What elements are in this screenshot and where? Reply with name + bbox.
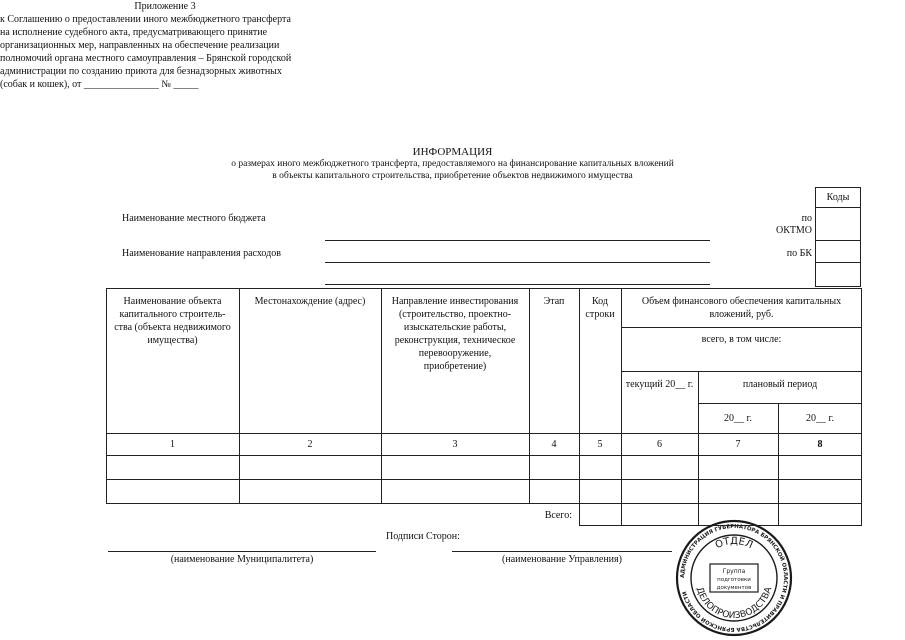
expense-direction-label: Наименование направления расходов: [122, 248, 281, 259]
stamp-center-line: подготовки: [717, 577, 751, 583]
column-number: 5: [597, 439, 603, 450]
budget-name-field: [325, 240, 710, 241]
header-stage: Этап: [543, 296, 565, 307]
expense-direction-field: [325, 262, 710, 263]
signature-label-department: (наименование Управления): [502, 554, 622, 565]
stamp-ring-text: АДМИНИСТРАЦИЯ ГУБЕРНАТОРА БРЯНСКОЙ ОБЛАСТИ И ПРАВИТЕЛЬСТВА БРЯНСКОЙ ОБЛАСТИ: [679, 523, 789, 633]
header-location: Местонахождение (адрес): [254, 296, 366, 307]
column-line: [579, 288, 580, 526]
stamp-top-text: ОТДЕЛ: [713, 535, 755, 552]
header-planning-period: плановый период: [742, 379, 818, 390]
header-line: [621, 327, 862, 328]
codes-divider: [815, 207, 861, 208]
header-object-name: Наименование объекта капитального строитель- ства (объекта недвижимого имущества): [114, 296, 231, 346]
budget-name-label: Наименование местного бюджета: [122, 213, 266, 224]
row-line: [106, 479, 862, 480]
column-number: 1: [170, 439, 175, 450]
header-line: [698, 403, 862, 404]
office-stamp: [674, 518, 794, 638]
appendix-header: [0, 0, 330, 91]
codes-header: Коды: [826, 192, 850, 203]
row-line: [106, 433, 862, 434]
header-total-including: всего, в том числе:: [701, 334, 782, 345]
column-line: [621, 288, 622, 526]
appendix-title: Приложение 3: [134, 1, 196, 12]
total-label: Всего:: [544, 510, 572, 521]
row-line: [106, 455, 862, 456]
column-line: [239, 288, 240, 503]
signature-line-department: [452, 551, 672, 552]
column-number: 6: [657, 439, 662, 450]
header-investment-direction: Направление инвестирования (строительство, проектно- изыскательские работы, реконструкция, техническое перевооружение, приобретение): [391, 296, 519, 372]
column-number: 7: [735, 439, 741, 450]
bk-label: по БК: [786, 248, 812, 259]
header-plan-year-1: 20__ г.: [724, 413, 752, 424]
stamp-center-line: документов: [716, 585, 752, 591]
header-line: [621, 371, 862, 372]
document-subtitle-line1: о размерах иного межбюджетного трансферта, предоставляемого на финансирование капитальных вложений: [231, 159, 674, 169]
document-title: ИНФОРМАЦИЯ: [412, 146, 493, 158]
signature-label-municipality: (наименование Муниципалитета): [170, 554, 314, 565]
document-subtitle-line2: в объекты капитального строительства, приобретение объектов недвижимого имущества: [272, 171, 633, 181]
stamp-center-line: Группа: [722, 568, 746, 575]
header-current-year: текущий 20__ г.: [625, 379, 694, 390]
oktmo-label-prefix: по: [801, 213, 812, 224]
expense-direction-field-2: [325, 284, 710, 285]
column-number: 3: [452, 439, 458, 450]
appendix-text: к Соглашению о предоставлении иного межбюджетного трансферта на исполнение судебного акта, предусматривающего принятие организационных мер, направленных на обеспечение реализации полномочий органа местного самоуправления – Брянской городской администрации по созданию приюта для безнадзорных животных (собак и кошек), от _______________ № _____: [0, 14, 292, 90]
column-number: 4: [551, 439, 557, 450]
codes-divider: [815, 240, 861, 241]
header-row-code: Код строки: [585, 296, 615, 320]
column-line: [529, 288, 530, 503]
header-plan-year-2: 20__ г.: [806, 413, 834, 424]
column-number: 2: [307, 439, 313, 450]
column-number: 8: [817, 439, 823, 450]
signatures-title: Подписи Сторон:: [386, 531, 460, 542]
signature-line-municipality: [108, 551, 376, 552]
stamp-bottom-text: ДЕЛОПРОИЗВОДСТВА: [693, 585, 775, 622]
codes-divider: [815, 262, 861, 263]
oktmo-label: ОКТМО: [776, 225, 812, 236]
header-funding-volume: Объем финансового обеспечения капитальных вложений, руб.: [641, 296, 842, 320]
